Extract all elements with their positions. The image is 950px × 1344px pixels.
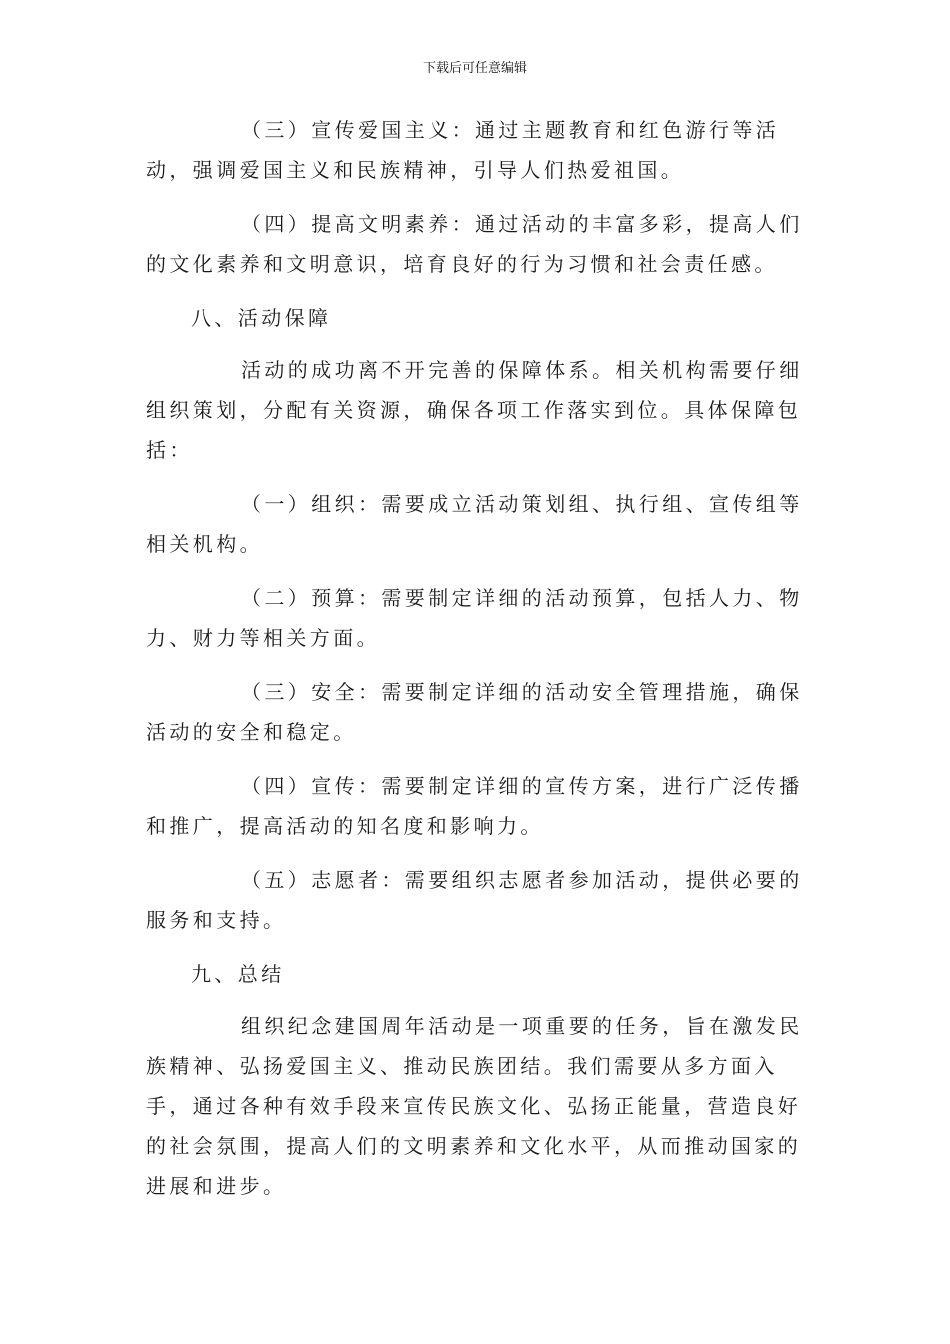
section-heading-summary: 九、总结 bbox=[191, 962, 285, 986]
paragraph-guarantee-intro: 活动的成功离不开完善的保障体系。相关机构需要仔细组织策划，分配有关资源，确保各项工作落实到位。具体保障包括： bbox=[146, 358, 803, 462]
document-body bbox=[146, 110, 818, 1220]
paragraph-volunteers: （五）志愿者：需要组织志愿者参加活动，提供必要的服务和支持。 bbox=[146, 868, 803, 932]
paragraph-budget: （二）预算：需要制定详细的活动预算，包括人力、物力、财力等相关方面。 bbox=[146, 586, 803, 650]
page-header: 下载后可任意编辑 bbox=[422, 61, 527, 76]
paragraph-publicity: （四）宣传：需要制定详细的宣传方案，进行广泛传播和推广，提高活动的知名度和影响力。 bbox=[146, 774, 803, 838]
paragraph-civility: （四）提高文明素养：通过活动的丰富多彩，提高人们的文化素养和文明意识，培育良好的行为习惯和社会责任感。 bbox=[146, 212, 803, 276]
paragraph-safety: （三）安全：需要制定详细的活动安全管理措施，确保活动的安全和稳定。 bbox=[146, 680, 803, 744]
paragraph-patriotism: （三）宣传爱国主义：通过主题教育和红色游行等活动，强调爱国主义和民族精神，引导人们热爱祖国。 bbox=[146, 118, 780, 182]
paragraph-organization: （一）组织：需要成立活动策划组、执行组、宣传组等相关机构。 bbox=[146, 492, 803, 556]
section-heading-guarantee: 八、活动保障 bbox=[191, 306, 332, 330]
paragraph-summary: 组织纪念建国周年活动是一项重要的任务，旨在激发民族精神、弘扬爱国主义、推动民族团结。我们需要从多方面入手，通过各种有效手段来宣传民族文化、弘扬正能量，营造良好的社会氛围，提高人们的文明素养和文化水平，从而推动国家的进展和进步。 bbox=[146, 1014, 803, 1198]
